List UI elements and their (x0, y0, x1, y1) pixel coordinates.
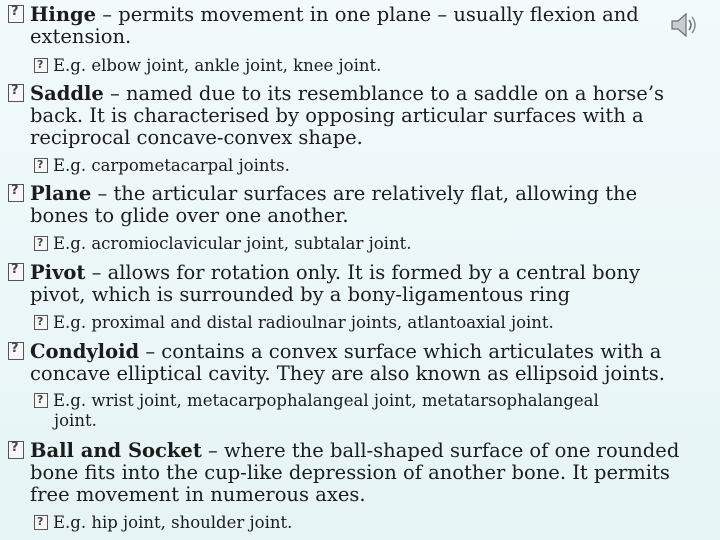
joint-desc: – allows for rotation only. It is formed by a central bony (85, 261, 640, 284)
joint-example: ?E.g. proximal and distal radioulnar joints, atlantoaxial joint. (34, 313, 706, 333)
bullet-icon (8, 263, 24, 281)
joint-item-hinge (8, 4, 706, 48)
joint-example: ?E.g. hip joint, shoulder joint. (34, 513, 706, 533)
joint-desc: bones to glide over one another. (30, 204, 349, 227)
bullet-icon (8, 5, 24, 23)
bullet-icon (8, 184, 24, 202)
joint-desc: – named due to its resemblance to a saddle on a horse’s (103, 82, 665, 105)
bullet-icon (34, 158, 48, 173)
bullet-icon (34, 315, 48, 330)
joint-term: Condyloid (30, 340, 140, 363)
joint-item-pivot (8, 262, 706, 306)
joint-item-plane (8, 183, 706, 227)
joint-desc: – contains a convex surface which articulates with a (139, 340, 662, 363)
bullet-icon (34, 58, 48, 73)
joint-desc: extension. (30, 25, 132, 48)
joint-desc: pivot, which is surrounded by a bony-ligamentous ring (30, 283, 571, 306)
joint-desc: – where the ball-shaped surface of one rounded (201, 439, 680, 462)
joint-item-condyloid (8, 341, 706, 385)
bullet-icon (34, 515, 48, 530)
joint-item-ball-and-socket (8, 440, 706, 506)
joint-item-saddle (8, 83, 706, 149)
joint-desc: – the articular surfaces are relatively flat, allowing the (91, 182, 638, 205)
joint-term: Hinge (30, 3, 97, 26)
joint-term: Ball and Socket (30, 439, 202, 462)
joint-desc: reciprocal concave-convex shape. (30, 126, 363, 149)
joint-term: Saddle (30, 82, 104, 105)
joint-desc: concave elliptical cavity. They are also known as ellipsoid joints. (30, 362, 665, 385)
joint-desc: free movement in numerous axes. (30, 483, 366, 506)
joint-example: ?E.g. elbow joint, ankle joint, knee joint. (34, 56, 706, 76)
joint-term: Plane (30, 182, 92, 205)
joint-desc: bone fits into the cup-like depression of another bone. It permits (30, 461, 670, 484)
joint-desc: – permits movement in one plane – usually flexion and (96, 3, 639, 26)
joint-example: ?E.g. carpometacarpal joints. (34, 156, 706, 176)
bullet-icon (34, 236, 48, 251)
bullet-icon (34, 393, 48, 408)
bullet-icon (8, 342, 24, 360)
joint-example: ?E.g. acromioclavicular joint, subtalar joint. (34, 234, 706, 254)
joint-example: ?E.g. wrist joint, metacarpophalangeal joint, metatarsophalangeal joint. (34, 391, 706, 431)
bullet-icon (8, 84, 24, 102)
bullet-icon (8, 441, 24, 459)
joint-desc: back. It is characterised by opposing articular surfaces with a (30, 104, 644, 127)
joint-term: Pivot (30, 261, 86, 284)
